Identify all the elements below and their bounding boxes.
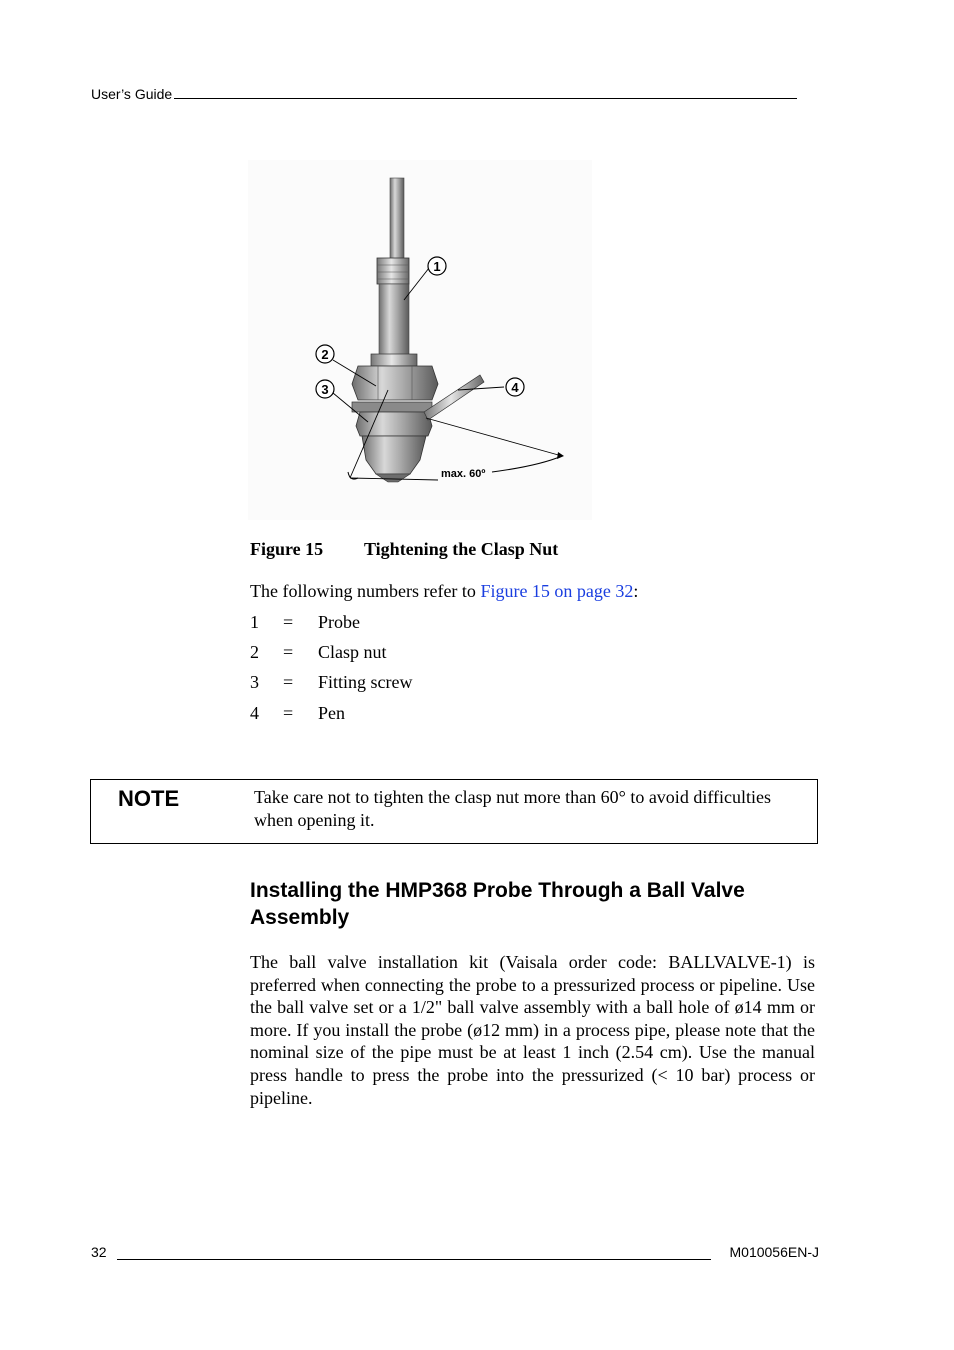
figure-clasp-nut xyxy=(248,160,592,520)
legend-number: 4 xyxy=(250,703,259,723)
callout-2: 2 xyxy=(321,347,329,362)
legend-label: Pen xyxy=(318,703,345,723)
figure-number: Figure 15 xyxy=(250,539,324,559)
legend-label: Fitting screw xyxy=(318,672,413,692)
footer-rule xyxy=(117,1244,711,1260)
page-number: 32 xyxy=(91,1244,107,1260)
legend-number: 3 xyxy=(250,672,259,692)
callout-4: 4 xyxy=(511,380,519,395)
intro-text: The following numbers refer to xyxy=(250,581,481,601)
document-code: M010056EN-J xyxy=(729,1244,819,1260)
page-header xyxy=(91,86,811,102)
legend-equals: = xyxy=(283,703,294,723)
legend-equals: = xyxy=(283,642,294,662)
note-text: Take care not to tighten the clasp nut more than 60° to avoid difficulties when opening it. xyxy=(254,787,771,830)
note-title: NOTE xyxy=(118,786,180,811)
legend-number: 2 xyxy=(250,642,259,662)
legend-equals: = xyxy=(283,612,294,632)
probe-illustration xyxy=(248,160,592,520)
section-heading: Installing the HMP368 Probe Through a Ball Valve Assembly xyxy=(250,879,745,929)
angle-label: max. 60º xyxy=(441,468,486,480)
page-footer xyxy=(91,1244,819,1260)
figure-caption xyxy=(250,539,559,560)
body-paragraph: The ball valve installation kit (Vaisala order code: BALLVALVE-1) is preferred when connecting the probe to a pressurized process or pipeline. Use the ball valve set or a 1/2" ball valve assembly with a ball hole of ø14 mm or more. If you install the probe (ø12 mm) in a process pipe, please note that the nominal size of the pipe must be at least 1 inch (2.54 cm). Use the manual press handle to press the probe into the pressurized (< 10 bar) process or pipeline. xyxy=(250,952,815,1108)
legend-label: Clasp nut xyxy=(318,642,387,662)
callout-1: 1 xyxy=(433,259,441,274)
header-rule xyxy=(174,86,797,99)
note-box xyxy=(90,779,818,844)
intro-colon: : xyxy=(633,581,639,601)
legend-number: 1 xyxy=(250,612,259,632)
figure-title: Tightening the Clasp Nut xyxy=(364,539,559,559)
legend-label: Probe xyxy=(318,612,360,632)
header-title: User’s Guide xyxy=(91,86,173,102)
legend-equals: = xyxy=(283,672,294,692)
figure-reference-text xyxy=(250,581,638,602)
callout-3: 3 xyxy=(321,382,329,397)
figure-15-link[interactable]: Figure 15 on page 32 xyxy=(480,581,634,601)
